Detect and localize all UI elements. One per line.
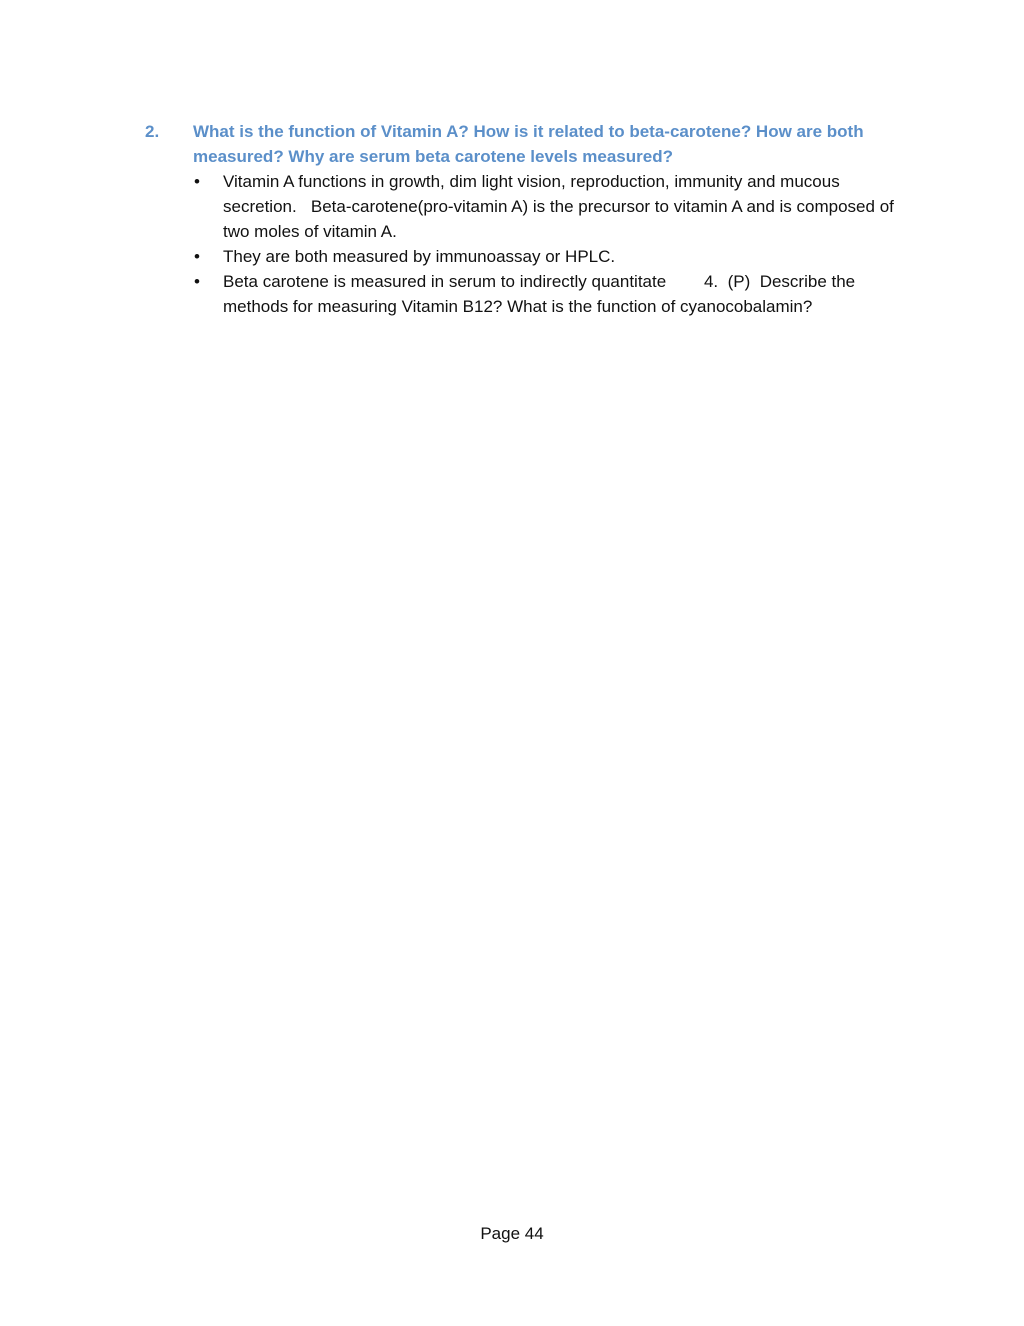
bullet-marker: • bbox=[194, 247, 200, 266]
list-item bbox=[193, 269, 913, 319]
bullet-marker: • bbox=[194, 172, 200, 191]
question-heading bbox=[145, 119, 905, 169]
question-text: What is the function of Vitamin A? How is it related to beta-carotene? How are both measured? Why are serum beta carotene levels measured? bbox=[193, 122, 864, 166]
bullet-text: Vitamin A functions in growth, dim light vision, reproduction, immunity and mucous secretion. Beta-carotene(pro-vitamin A) is the precursor to vitamin A and is composed of two moles of vitamin A. bbox=[223, 172, 899, 241]
bullet-text: Beta carotene is measured in serum to indirectly quantitate 4. (P) Describe the methods for measuring Vitamin B12? What is the function of cyanocobalamin? bbox=[223, 272, 860, 316]
list-item bbox=[193, 244, 913, 269]
answer-bullet-list bbox=[193, 169, 913, 319]
list-item bbox=[193, 169, 913, 244]
bullet-text: They are both measured by immunoassay or HPLC. bbox=[223, 247, 616, 266]
bullet-marker: • bbox=[194, 272, 200, 291]
question-number: 2. bbox=[145, 122, 160, 141]
page-number: Page 44 bbox=[480, 1224, 544, 1243]
